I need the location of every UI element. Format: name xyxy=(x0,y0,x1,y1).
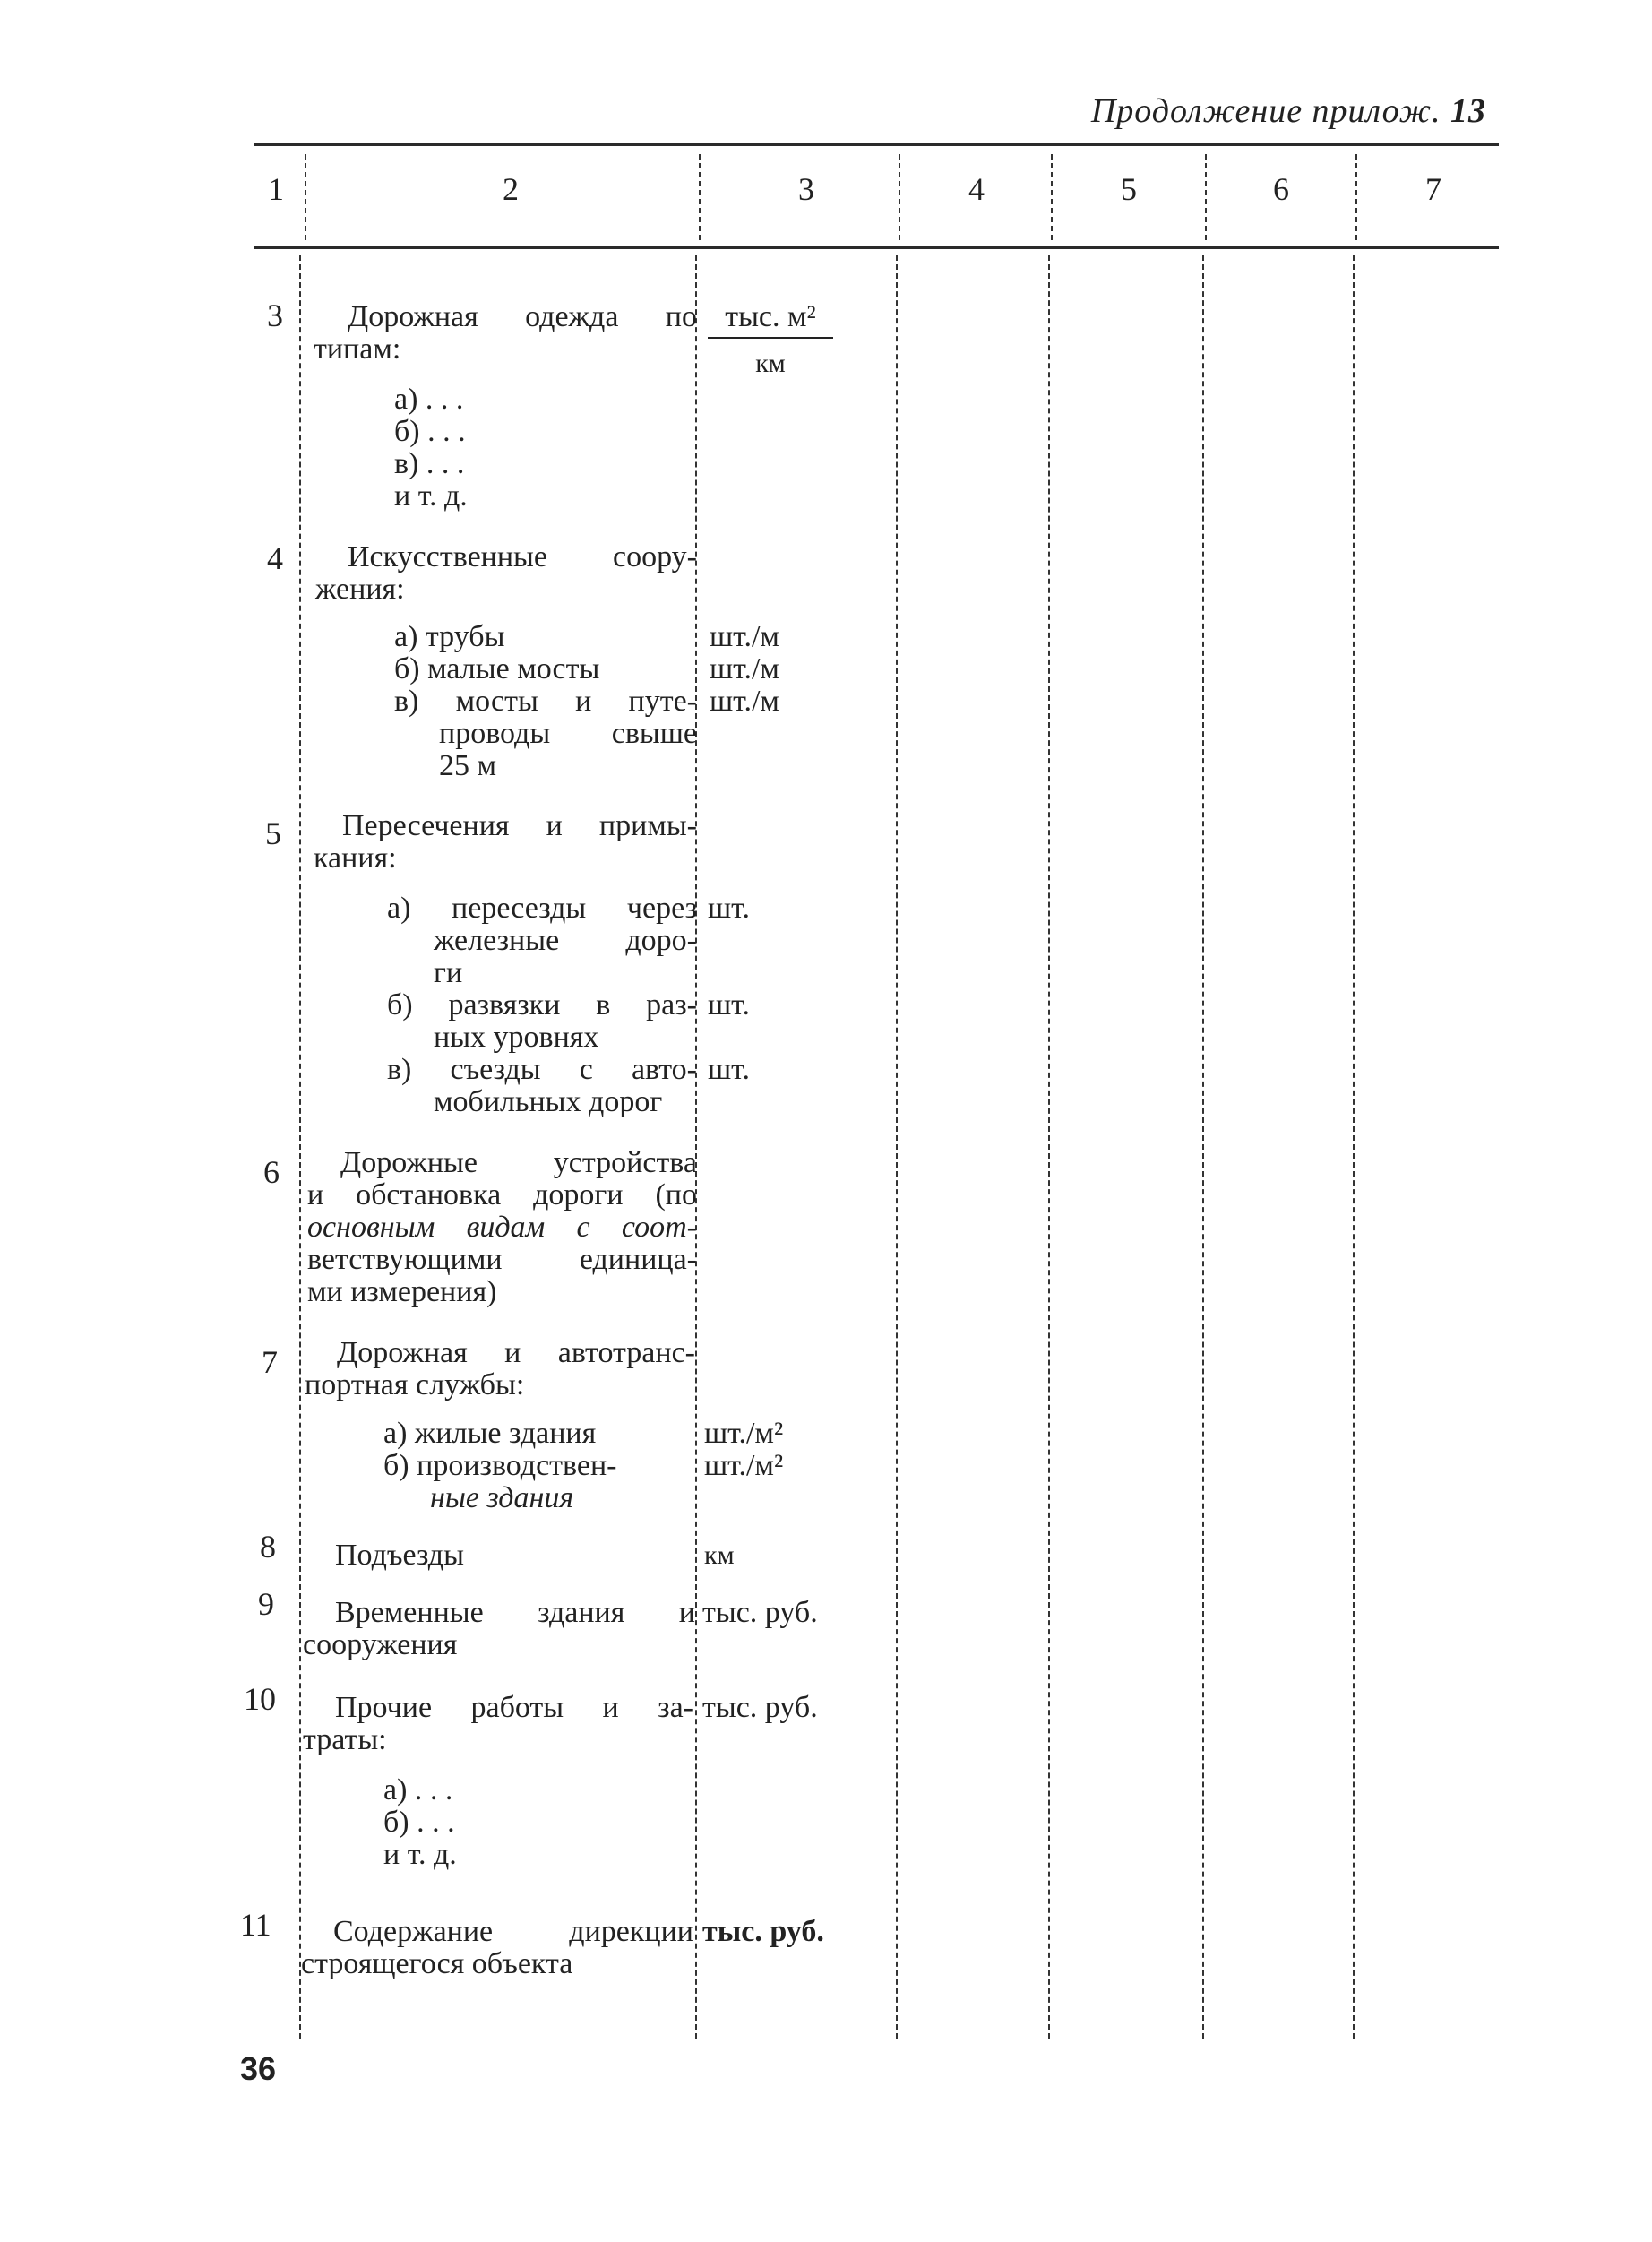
unit-cell: тыс. руб. xyxy=(702,1915,824,1948)
row-number: 8 xyxy=(260,1529,276,1565)
unit-cell: шт./м xyxy=(710,685,779,718)
body-divider-3 xyxy=(896,255,898,2039)
row-title: жения: xyxy=(315,573,405,606)
row-title: Дорожная и автотранс- xyxy=(337,1336,695,1369)
list-item: ные здания xyxy=(430,1481,574,1514)
caption-text: Продолжение прилож. xyxy=(1090,92,1441,130)
unit-numerator: тыс. м² xyxy=(708,301,833,339)
list-item: ги xyxy=(434,956,463,989)
row-title: траты: xyxy=(303,1723,387,1756)
row-title: и обстановка дороги (по xyxy=(307,1178,697,1212)
header-divider-4 xyxy=(1051,154,1053,240)
row-title: Дорожные устройства xyxy=(340,1146,697,1179)
appendix-number: 13 xyxy=(1450,92,1486,130)
unit-cell: шт./м² xyxy=(704,1449,784,1482)
unit-cell: шт./м xyxy=(710,652,779,686)
list-item: в) мосты и путе- xyxy=(394,685,697,718)
table-caption xyxy=(1091,91,1486,131)
header-bottom-rule xyxy=(254,246,1499,249)
row-title: строящегося объекта xyxy=(301,1947,573,1980)
row-number: 10 xyxy=(244,1681,276,1717)
row-title: Искусственные соору- xyxy=(348,540,697,573)
row-number: 9 xyxy=(258,1586,274,1622)
row-number: 4 xyxy=(267,540,283,576)
header-col-7: 7 xyxy=(1425,171,1441,207)
row-number: 7 xyxy=(262,1344,278,1380)
header-divider-3 xyxy=(899,154,900,240)
list-item: железные доро- xyxy=(434,924,697,957)
list-item: в) . . . xyxy=(394,447,465,480)
list-item: а) жилые здания xyxy=(383,1417,597,1450)
list-item: и т. д. xyxy=(394,479,468,513)
row-title: Дорожная одежда по xyxy=(348,300,697,333)
list-item: б) малые мосты xyxy=(394,652,600,686)
row-title: ми измерения) xyxy=(307,1275,497,1308)
unit-cell: шт. xyxy=(708,988,750,1022)
header-col-3: 3 xyxy=(798,171,814,207)
row-title: Подъезды xyxy=(335,1539,464,1572)
unit-cell: шт./м xyxy=(710,620,779,653)
list-item: в) съезды с авто- xyxy=(387,1053,697,1086)
body-divider-1 xyxy=(299,255,301,2039)
list-item: а) . . . xyxy=(394,383,464,416)
unit-cell: тыс. руб. xyxy=(702,1596,818,1629)
list-item: б) развязки в раз- xyxy=(387,988,697,1022)
page-number: 36 xyxy=(240,2050,277,2087)
row-title: кания: xyxy=(314,841,397,875)
row-title: Временные здания и xyxy=(335,1596,695,1629)
header-divider-2 xyxy=(699,154,701,240)
header-col-4: 4 xyxy=(968,171,985,207)
list-item: а) трубы xyxy=(394,620,505,653)
unit-cell: шт./м² xyxy=(704,1417,784,1450)
list-item: б) производствен- xyxy=(383,1449,617,1482)
header-col-2: 2 xyxy=(503,171,519,207)
row-number: 5 xyxy=(265,815,281,851)
list-item: а) . . . xyxy=(383,1773,453,1807)
body-divider-5 xyxy=(1202,255,1204,2039)
list-item: а) пересезды через xyxy=(387,892,697,925)
list-item: ных уровнях xyxy=(434,1021,599,1054)
row-title: типам: xyxy=(314,332,401,366)
header-divider-5 xyxy=(1205,154,1207,240)
list-item: б) . . . xyxy=(394,415,466,448)
header-divider-6 xyxy=(1355,154,1357,240)
table-top-rule xyxy=(254,143,1499,146)
list-item: проводы свыше xyxy=(439,717,697,750)
row-number: 3 xyxy=(267,297,283,333)
header-col-1: 1 xyxy=(268,171,284,207)
body-divider-6 xyxy=(1353,255,1355,2039)
unit-cell: шт. xyxy=(708,892,750,925)
row-number: 6 xyxy=(263,1154,280,1190)
row-number: 11 xyxy=(240,1907,271,1943)
list-item: б) . . . xyxy=(383,1806,455,1839)
list-item: мобильных дорог xyxy=(434,1085,663,1118)
list-item: и т. д. xyxy=(383,1838,457,1871)
row-title: Содержание дирекции xyxy=(333,1915,693,1948)
row-title: портная службы: xyxy=(305,1368,525,1401)
unit-cell: тыс. руб. xyxy=(702,1691,818,1724)
row-title: Пересечения и примы- xyxy=(342,809,697,842)
row-title: Прочие работы и за- xyxy=(335,1691,693,1724)
header-col-5: 5 xyxy=(1121,171,1137,207)
body-divider-4 xyxy=(1048,255,1050,2039)
row-title: сооружения xyxy=(303,1628,458,1661)
unit-cell: шт. xyxy=(708,1053,750,1086)
list-item: 25 м xyxy=(439,749,497,782)
unit-cell: км xyxy=(704,1540,735,1570)
row-title: ветствующими единица- xyxy=(307,1243,697,1276)
unit-denominator: км xyxy=(755,349,786,378)
row-title: основным видам с соот- xyxy=(307,1211,697,1244)
header-col-6: 6 xyxy=(1273,171,1289,207)
